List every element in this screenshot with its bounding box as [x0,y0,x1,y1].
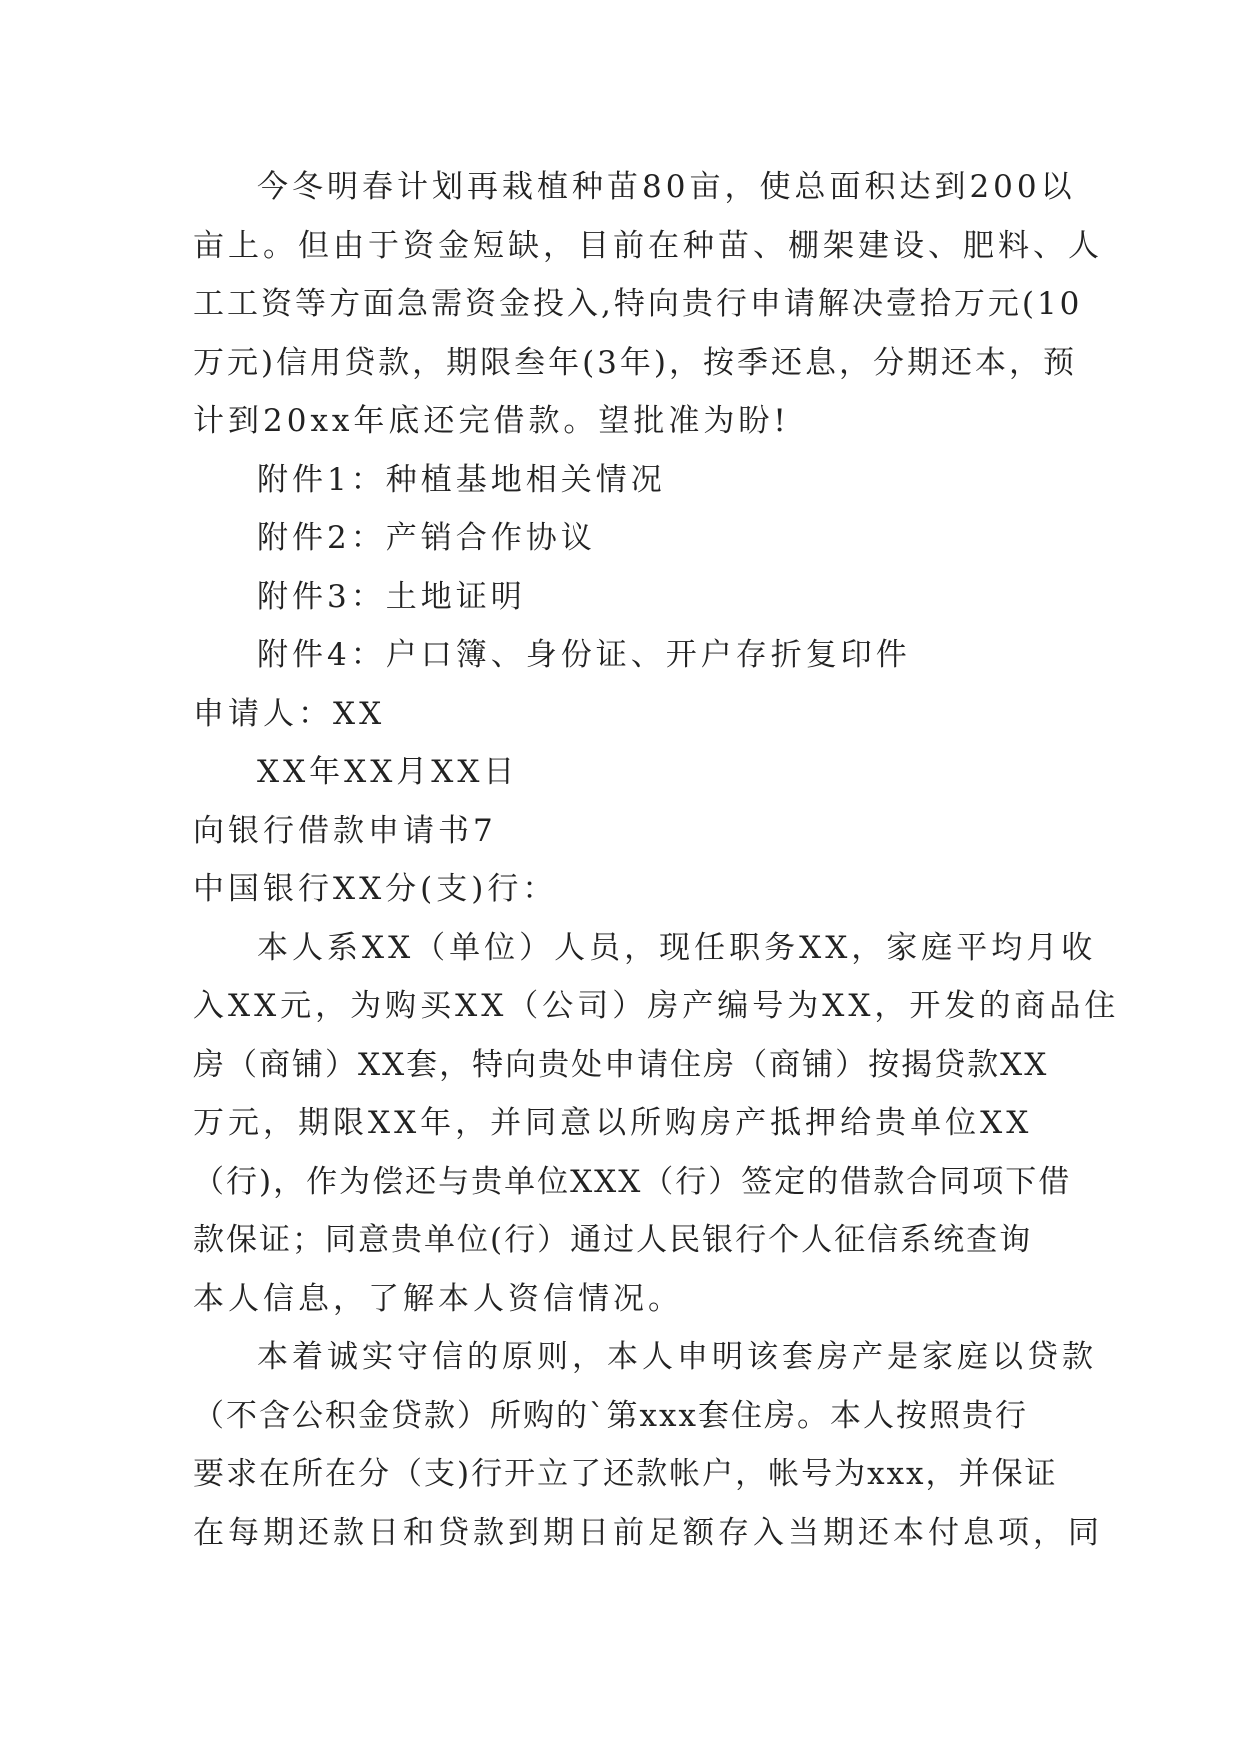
paragraph-line: 房（商铺）XX套，特向贵处申请住房（商铺）按揭贷款XX [193,1046,1049,1083]
attachment-line: 附件1：种植基地相关情况 [257,461,666,498]
attachment-line: 附件4：户口簿、身份证、开户存折复印件 [257,637,911,673]
attachment-line: 附件3：土地证明 [257,578,526,615]
paragraph-line: 计到20xx年底还完借款。望批准为盼! [193,403,790,439]
attachment-line: 附件2：产销合作协议 [257,520,596,556]
paragraph-line: 入XX元，为购买XX（公司）房产编号为XX，开发的商品住 [193,988,1120,1024]
applicant-line: 申请人：XX [193,695,386,732]
paragraph-line: 万元，期限XX年，并同意以所购房产抵押给贵单位XX [193,1105,1033,1141]
paragraph-line: （不含公积金贷款）所购的`第xxx套住房。本人按照贵行 [193,1397,1028,1434]
paragraph-line: 本着诚实守信的原则，本人申明该套房产是家庭以贷款 [257,1339,1097,1375]
paragraph-line: 万元)信用贷款，期限叁年(3年)，按季还息，分期还本，预 [193,344,1078,381]
paragraph-line: 本人信息，了解本人资信情况。 [193,1280,683,1317]
paragraph-line: 今冬明春计划再栽植种苗80亩，使总面积达到200以 [257,169,1076,205]
paragraph-line: 亩上。但由于资金短缺，目前在种苗、棚架建设、肥料、人 [193,227,1103,264]
salutation-line: 中国银行XX分(支)行： [193,871,558,907]
section-title: 向银行借款申请书7 [193,812,497,849]
paragraph-line: 在每期还款日和贷款到期日前足额存入当期还本付息项，同 [193,1514,1103,1551]
document-body [193,158,1120,1562]
paragraph-line: 本人系XX（单位）人员，现任职务XX，家庭平均月收 [257,929,1097,966]
paragraph-line: 要求在所在分（支)行开立了还款帐户，帐号为xxx，并保证 [193,1456,1058,1492]
date-line: XX年XX月XX日 [257,754,519,790]
paragraph-line: 工工资等方面急需资金投入,特向贵行申请解决壹拾万元(10 [193,286,1083,322]
paragraph-line: （行)，作为偿还与贵单位XXX（行）签定的借款合同项下借 [193,1163,1072,1200]
paragraph-line: 款保证；同意贵单位(行）通过人民银行个人征信系统查询 [193,1222,1033,1258]
